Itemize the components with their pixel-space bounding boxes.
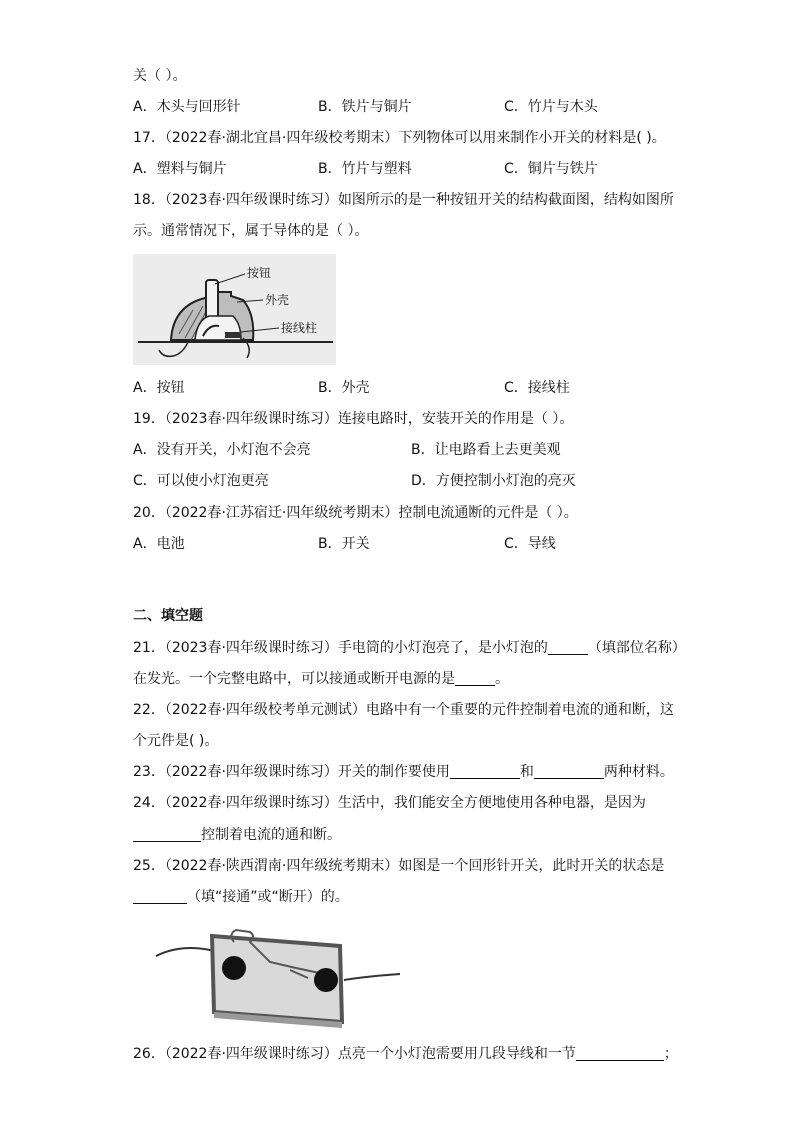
q21-text-4: 。 bbox=[495, 671, 509, 687]
q19-stem: 19．（2023春·四年级课时练习）连接电路时，安装开关的作用是（ ）。 bbox=[133, 411, 574, 427]
q21-line1 bbox=[133, 638, 686, 658]
q21-text-2: （填部位名称） bbox=[587, 640, 686, 656]
q24-line1: 24．（2022春·四年级课时练习）生活中，我们能安全方便地使用各种电器，是因为 bbox=[133, 795, 646, 811]
q21-text-3: 在发光。一个完整电路中，可以接通或断开电源的是 bbox=[133, 671, 455, 687]
q23-text-3: 两种材料。 bbox=[603, 764, 674, 780]
q23-text-2: 和 bbox=[519, 764, 534, 780]
q23-line bbox=[133, 762, 674, 782]
section-heading-fill-in: 二、填空题 bbox=[133, 608, 203, 624]
q20-option-b[interactable]: B．开关 bbox=[318, 536, 370, 552]
q25-line1: 25．（2022春·陕西渭南·四年级统考期末）如图是一个回形针开关，此时开关的状态是 bbox=[133, 858, 665, 874]
q26-text-2: ； bbox=[663, 1046, 678, 1062]
button-switch-figure bbox=[133, 254, 336, 365]
q20-stem: 20．（2022春·江苏宿迁·四年级统考期末）控制电流通断的元件是（ ）。 bbox=[133, 505, 578, 521]
q23-blank-2[interactable] bbox=[534, 764, 604, 779]
fig-label-post: 接线柱 bbox=[281, 321, 318, 335]
q16-option-c[interactable]: C．竹片与木头 bbox=[504, 99, 598, 115]
q25-blank[interactable] bbox=[133, 889, 187, 904]
q16-option-b[interactable]: B．铁片与铜片 bbox=[318, 99, 412, 115]
fig-label-button: 按钮 bbox=[247, 266, 272, 280]
q18-option-a[interactable]: A．按钮 bbox=[133, 380, 185, 396]
q21-blank-2[interactable] bbox=[455, 671, 495, 686]
q20-option-a[interactable]: A．电池 bbox=[133, 536, 185, 552]
q25-line2 bbox=[133, 887, 349, 907]
q18-option-b[interactable]: B．外壳 bbox=[318, 380, 370, 396]
q17-option-a[interactable]: A．塑料与铜片 bbox=[133, 161, 227, 177]
q26-text-1: 26．（2022春·四年级课时练习）点亮一个小灯泡需要用几段导线和一节 bbox=[133, 1046, 576, 1062]
q20-option-c[interactable]: C．导线 bbox=[504, 536, 556, 552]
q19-option-b[interactable]: B．让电路看上去更美观 bbox=[411, 442, 561, 458]
q22-line2: 个元件是( )。 bbox=[133, 733, 219, 749]
q18-option-c[interactable]: C．接线柱 bbox=[504, 380, 570, 396]
q18-stem-line1: 18．（2023春·四年级课时练习）如图所示的是一种按钮开关的结构截面图，结构如图所 bbox=[133, 192, 674, 208]
q23-blank-1[interactable] bbox=[450, 764, 520, 779]
q26-blank[interactable] bbox=[576, 1046, 664, 1061]
q19-option-a[interactable]: A．没有开关，小灯泡不会亮 bbox=[133, 442, 311, 458]
q17-option-b[interactable]: B．竹片与塑料 bbox=[318, 161, 412, 177]
fig-label-shell: 外壳 bbox=[265, 293, 290, 307]
q23-text-1: 23．（2022春·四年级课时练习）开关的制作要使用 bbox=[133, 764, 450, 780]
button-switch-diagram bbox=[133, 254, 336, 365]
q26-line bbox=[133, 1044, 678, 1064]
paperclip-switch-diagram bbox=[150, 922, 405, 1034]
q22-line1: 22．（2022春·四年级校考单元测试）电路中有一个重要的元件控制着电流的通和断，这 bbox=[133, 702, 674, 718]
q17-option-c[interactable]: C．铜片与铁片 bbox=[504, 161, 598, 177]
q24-text-2: 控制着电流的通和断。 bbox=[201, 827, 341, 843]
q16-stem-tail: 关（ ）。 bbox=[133, 68, 187, 84]
q19-option-c[interactable]: C．可以使小灯泡更亮 bbox=[133, 473, 269, 489]
q21-line2 bbox=[133, 669, 509, 689]
q24-blank[interactable] bbox=[133, 827, 201, 842]
paperclip-switch-figure bbox=[150, 922, 405, 1034]
q21-text-1: 21．（2023春·四年级课时练习）手电筒的小灯泡亮了，是小灯泡的 bbox=[133, 640, 548, 656]
q24-line2 bbox=[133, 825, 341, 845]
q19-option-d[interactable]: D．方便控制小灯泡的亮灭 bbox=[411, 473, 576, 489]
q17-stem: 17．（2022春·湖北宜昌·四年级校考期末）下列物体可以用来制作小开关的材料是( )。 bbox=[133, 130, 666, 146]
q16-option-a[interactable]: A．木头与回形针 bbox=[133, 99, 241, 115]
q21-blank-1[interactable] bbox=[548, 640, 588, 655]
q25-text-2: （填“接通”或“断开）的。 bbox=[187, 889, 349, 905]
q18-stem-line2: 示。通常情况下，属于导体的是（ ）。 bbox=[133, 223, 369, 239]
